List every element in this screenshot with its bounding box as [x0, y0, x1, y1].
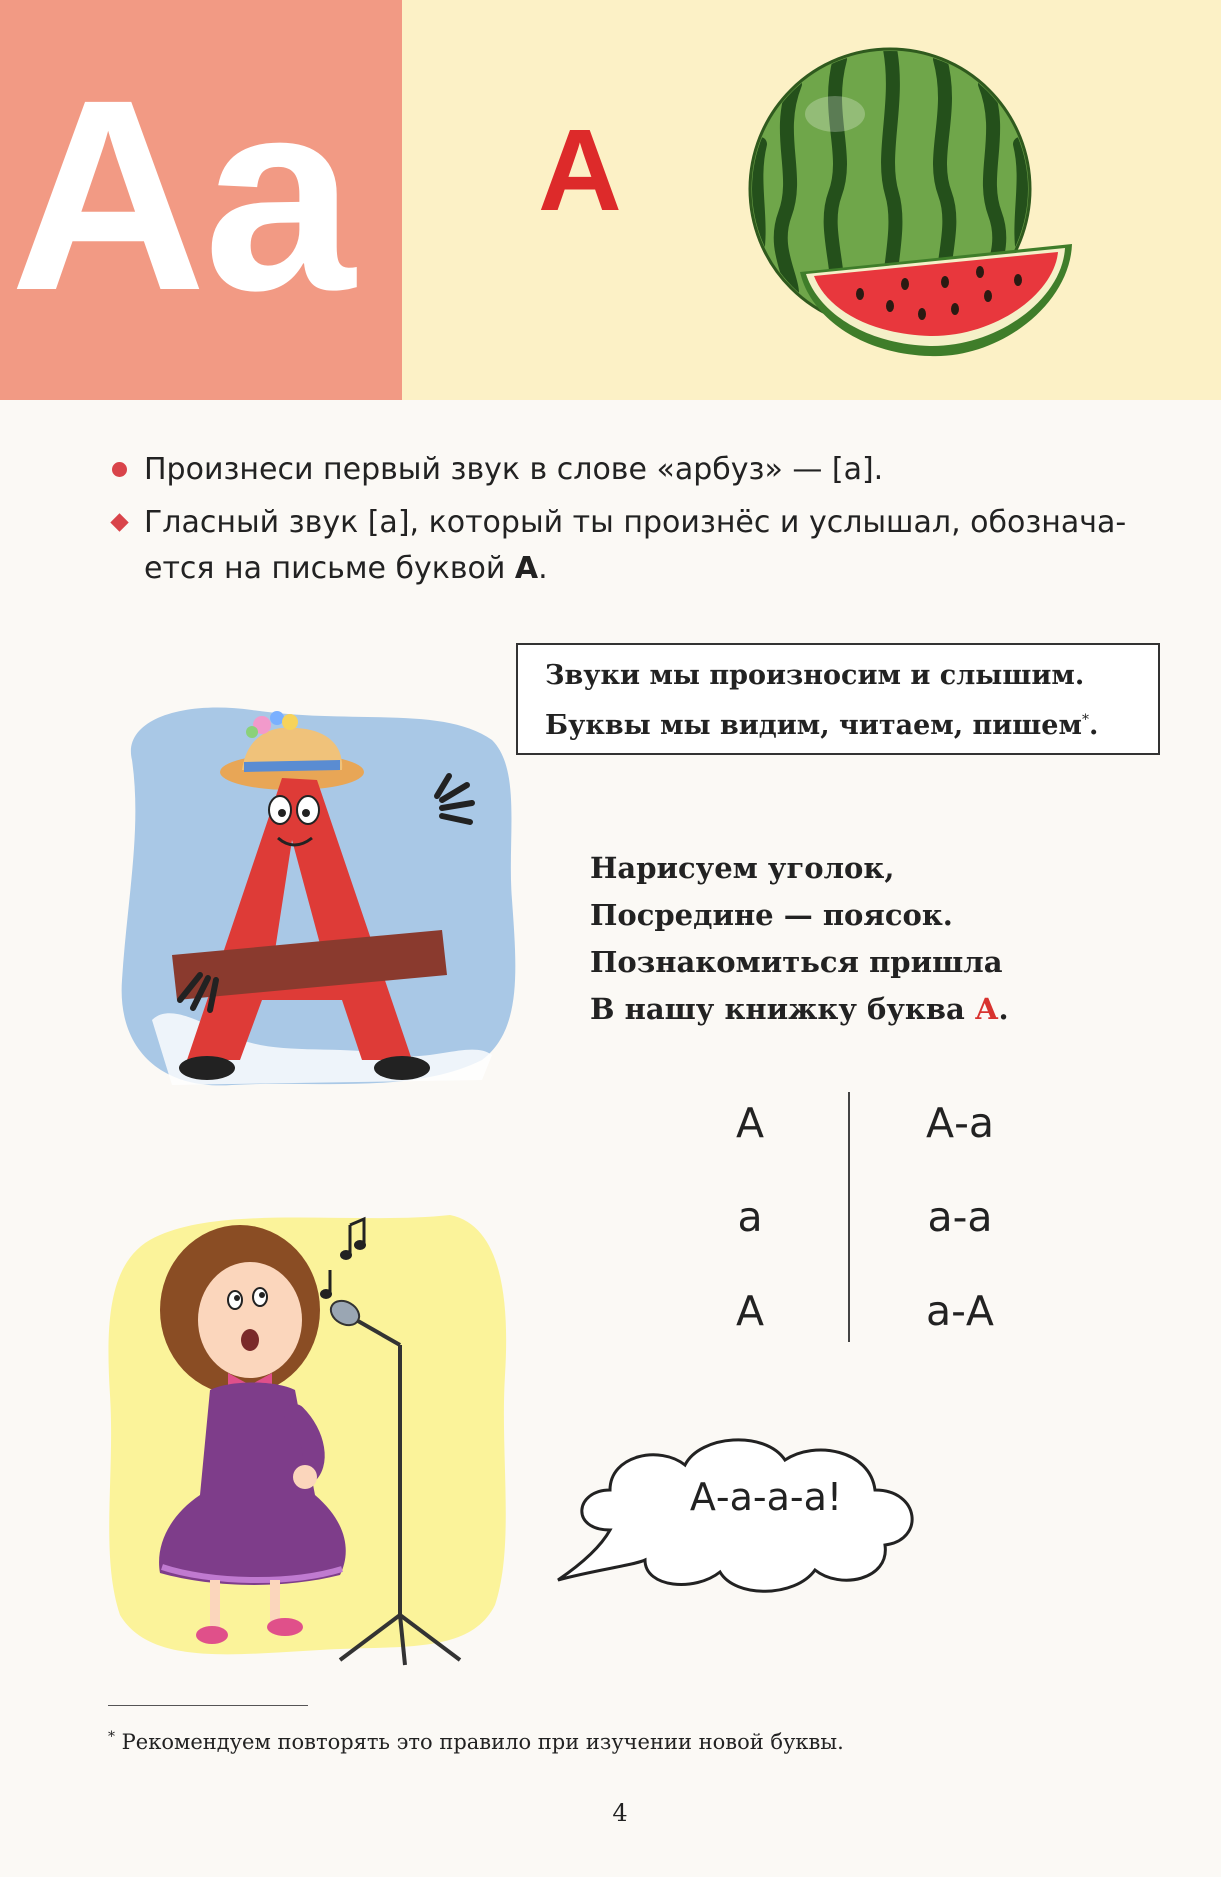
- rule-line-2: [545, 698, 1158, 748]
- bullet-2-line-1: Гласный звук [а], который ты произнёс и услышал, обознача-: [144, 505, 1127, 540]
- watermelon-illustration: [740, 44, 1085, 374]
- footnote-divider: [108, 1705, 308, 1706]
- poem-line-3: Познакомиться пришла: [590, 945, 1003, 979]
- bullet-1-text: Произнеси первый звук в слове «арбуз» — [а].: [144, 452, 884, 487]
- table-divider: [848, 1092, 850, 1342]
- rule-box: [516, 643, 1160, 755]
- red-letter-a: А: [538, 105, 622, 235]
- table-right-row-1: А-а: [926, 1099, 994, 1147]
- footnote: [108, 1722, 1158, 1757]
- bullet-2-letter: А: [514, 551, 539, 586]
- singing-girl-illustration: [100, 1195, 520, 1670]
- bullet-2-line-2-prefix: ется на письме буквой: [144, 551, 515, 586]
- poem-red-letter: А: [974, 992, 999, 1026]
- table-left-row-1: А: [735, 1099, 765, 1147]
- rule-line-2-end: .: [1088, 710, 1099, 741]
- bullet-dot-icon: [112, 462, 127, 477]
- poem: [590, 845, 1190, 1033]
- poem-line-4: [590, 986, 1190, 1033]
- page-number: 4: [612, 1799, 628, 1827]
- rule-line-1: Звуки мы произносим и слышим.: [545, 660, 1085, 691]
- poem-line-4-suffix: .: [998, 992, 1009, 1026]
- footnote-mark: *: [1081, 712, 1089, 728]
- poem-line-1: Нарисуем уголок,: [590, 851, 895, 885]
- bullet-2-text: [144, 500, 1126, 592]
- poem-line-4-prefix: В нашу книжку буква: [590, 992, 975, 1026]
- poem-line-2: Посредине — поясок.: [590, 898, 953, 932]
- table-right-row-2: а-а: [927, 1193, 993, 1241]
- speech-bubble-text: А-а-а-а!: [689, 1475, 843, 1519]
- big-letters-heading: Аа: [10, 43, 350, 347]
- footnote-asterisk: *: [108, 1729, 115, 1745]
- bullet-diamond-icon: [110, 513, 128, 531]
- footnote-text: Рекомендуем повторять это правило при изучении новой буквы.: [115, 1730, 844, 1754]
- bullet-2-line-2-suffix: .: [538, 551, 548, 586]
- table-right-row-3: а-А: [926, 1287, 994, 1335]
- table-left-row-3: А: [735, 1287, 765, 1335]
- bullet-2-line-2: [144, 546, 1126, 592]
- rule-line-2-text: Буквы мы видим, читаем, пишем: [545, 710, 1082, 741]
- table-left-row-2: а: [737, 1193, 763, 1241]
- letter-a-character: [112, 700, 522, 1095]
